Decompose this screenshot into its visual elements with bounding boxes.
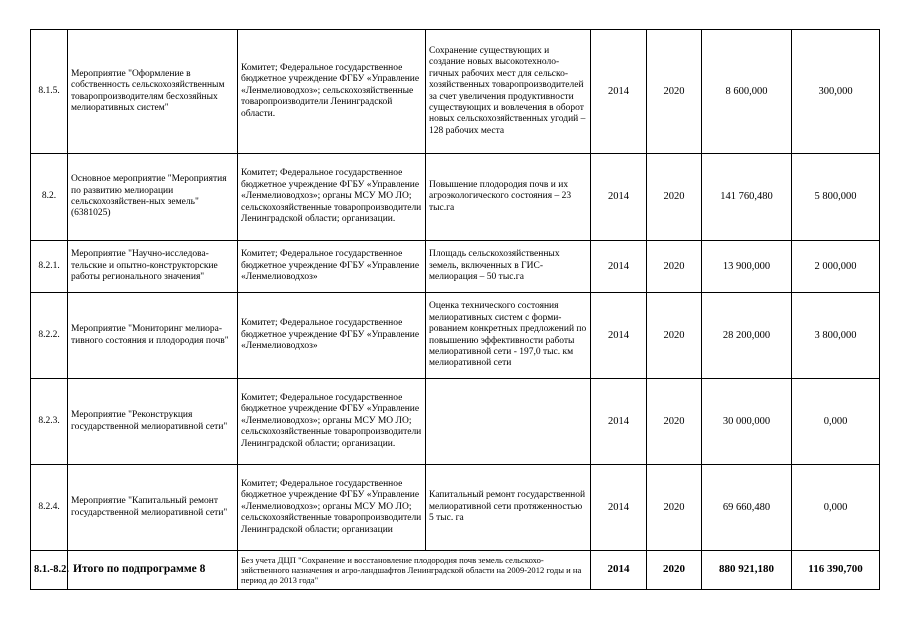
end-year: 2020 [647,154,702,241]
start-year: 2014 [591,241,647,293]
measure-name: Мероприятие "Оформление в собственность сельскохозяйственным товаропроизводителям бесхозяйных мелиоративных систем" [68,30,238,154]
table-row [31,465,880,551]
expected-result [426,379,591,465]
start-year: 2014 [591,465,647,551]
total-note: Без учета ДЦП "Сохранение и восстановление плодородия почв земель сельскохо-зяйственного назначения и агро-ландшафтов Ленинградской области на 2009-2012 годы и на период до 2013 года" [238,551,591,590]
measure-name: Мероприятие "Мониторинг мелиора-тивного состояния и плодородия почв" [68,293,238,379]
responsible-executors: Комитет; Федеральное государственное бюджетное учреждение ФГБУ «Управление «Ленмелиоводхоз»; органы МСУ МО ЛО; сельскохозяйственные товаропроизводители Ленинградской области; организации. [238,379,426,465]
grand-total-funding: 880 921,180 [702,551,792,590]
total-start-year: 2014 [591,551,647,590]
table-row [31,30,880,154]
expected-result: Площадь сельскохозяйственных земель, включенных в ГИС-мелиорация – 50 тыс.га [426,241,591,293]
table-row [31,241,880,293]
program-table [30,29,880,590]
row-number: 8.2.3. [31,379,68,465]
responsible-executors: Комитет; Федеральное государственное бюджетное учреждение ФГБУ «Управление «Ленмелиоводхоз»; органы МСУ МО ЛО; сельскохозяйственные товаропроизводители Ленинградской области; организации [238,465,426,551]
total-funding: 69 660,480 [702,465,792,551]
total-end-year: 2020 [647,551,702,590]
table-row [31,379,880,465]
responsible-executors: Комитет; Федеральное государственное бюджетное учреждение ФГБУ «Управление «Ленмелиоводхоз» [238,293,426,379]
row-number: 8.2.4. [31,465,68,551]
total-label: Итого по подпрограмме 8 [68,551,238,590]
end-year: 2020 [647,465,702,551]
start-year: 2014 [591,293,647,379]
table-row [31,293,880,379]
measure-name: Мероприятие "Научно-исследова-тельские и опытно-конструкторские работы регионального значения" [68,241,238,293]
expected-result: Сохранение существующих и создание новых высокотехноло-гичных рабочих мест для сельско-хозяйственных товаропроизводителей за счет увеличения продуктивности существующих и вовлечения в оборот новых сельскохозяйственных угодий – 128 рабочих места [426,30,591,154]
total-row-number: 8.1.-8.2. [31,551,68,590]
end-year: 2020 [647,293,702,379]
measure-name: Мероприятие "Капитальный ремонт государственной мелиоративной сети" [68,465,238,551]
year-funding: 0,000 [792,465,880,551]
total-row [31,551,880,590]
grand-year-funding: 116 390,700 [792,551,880,590]
table-row [31,154,880,241]
row-number: 8.1.5. [31,30,68,154]
total-funding: 30 000,000 [702,379,792,465]
expected-result: Капитальный ремонт государственной мелиоративной сети протяженностью 5 тыс. га [426,465,591,551]
row-number: 8.2.1. [31,241,68,293]
expected-result: Оценка технического состояния мелиоративных систем с форми-рованием конкретных предложений по повышению эффективности работы мелиоративной сети - 197,0 тыс. км мелиоративной сети [426,293,591,379]
year-funding: 0,000 [792,379,880,465]
start-year: 2014 [591,379,647,465]
year-funding: 3 800,000 [792,293,880,379]
measure-name: Мероприятие "Реконструкция государственной мелиоративной сети" [68,379,238,465]
end-year: 2020 [647,30,702,154]
row-number: 8.2. [31,154,68,241]
year-funding: 300,000 [792,30,880,154]
total-funding: 8 600,000 [702,30,792,154]
start-year: 2014 [591,154,647,241]
row-number: 8.2.2. [31,293,68,379]
end-year: 2020 [647,379,702,465]
year-funding: 2 000,000 [792,241,880,293]
total-funding: 28 200,000 [702,293,792,379]
end-year: 2020 [647,241,702,293]
responsible-executors: Комитет; Федеральное государственное бюджетное учреждение ФГБУ «Управление «Ленмелиоводхоз»; органы МСУ МО ЛО; сельскохозяйственные товаропроизводители Ленинградской области; организации. [238,154,426,241]
total-funding: 13 900,000 [702,241,792,293]
total-funding: 141 760,480 [702,154,792,241]
expected-result: Повышение плодородия почв и их агроэкологического состояния – 23 тыс.га [426,154,591,241]
responsible-executors: Комитет; Федеральное государственное бюджетное учреждение ФГБУ «Управление «Ленмелиоводхоз»; сельскохозяйственные товаропроизводители Ленинградской области. [238,30,426,154]
start-year: 2014 [591,30,647,154]
responsible-executors: Комитет; Федеральное государственное бюджетное учреждение ФГБУ «Управление «Ленмелиоводхоз» [238,241,426,293]
year-funding: 5 800,000 [792,154,880,241]
measure-name: Основное мероприятие "Мероприятия по развитию мелиорации сельскохозяйствен-ных земель" (6381025) [68,154,238,241]
